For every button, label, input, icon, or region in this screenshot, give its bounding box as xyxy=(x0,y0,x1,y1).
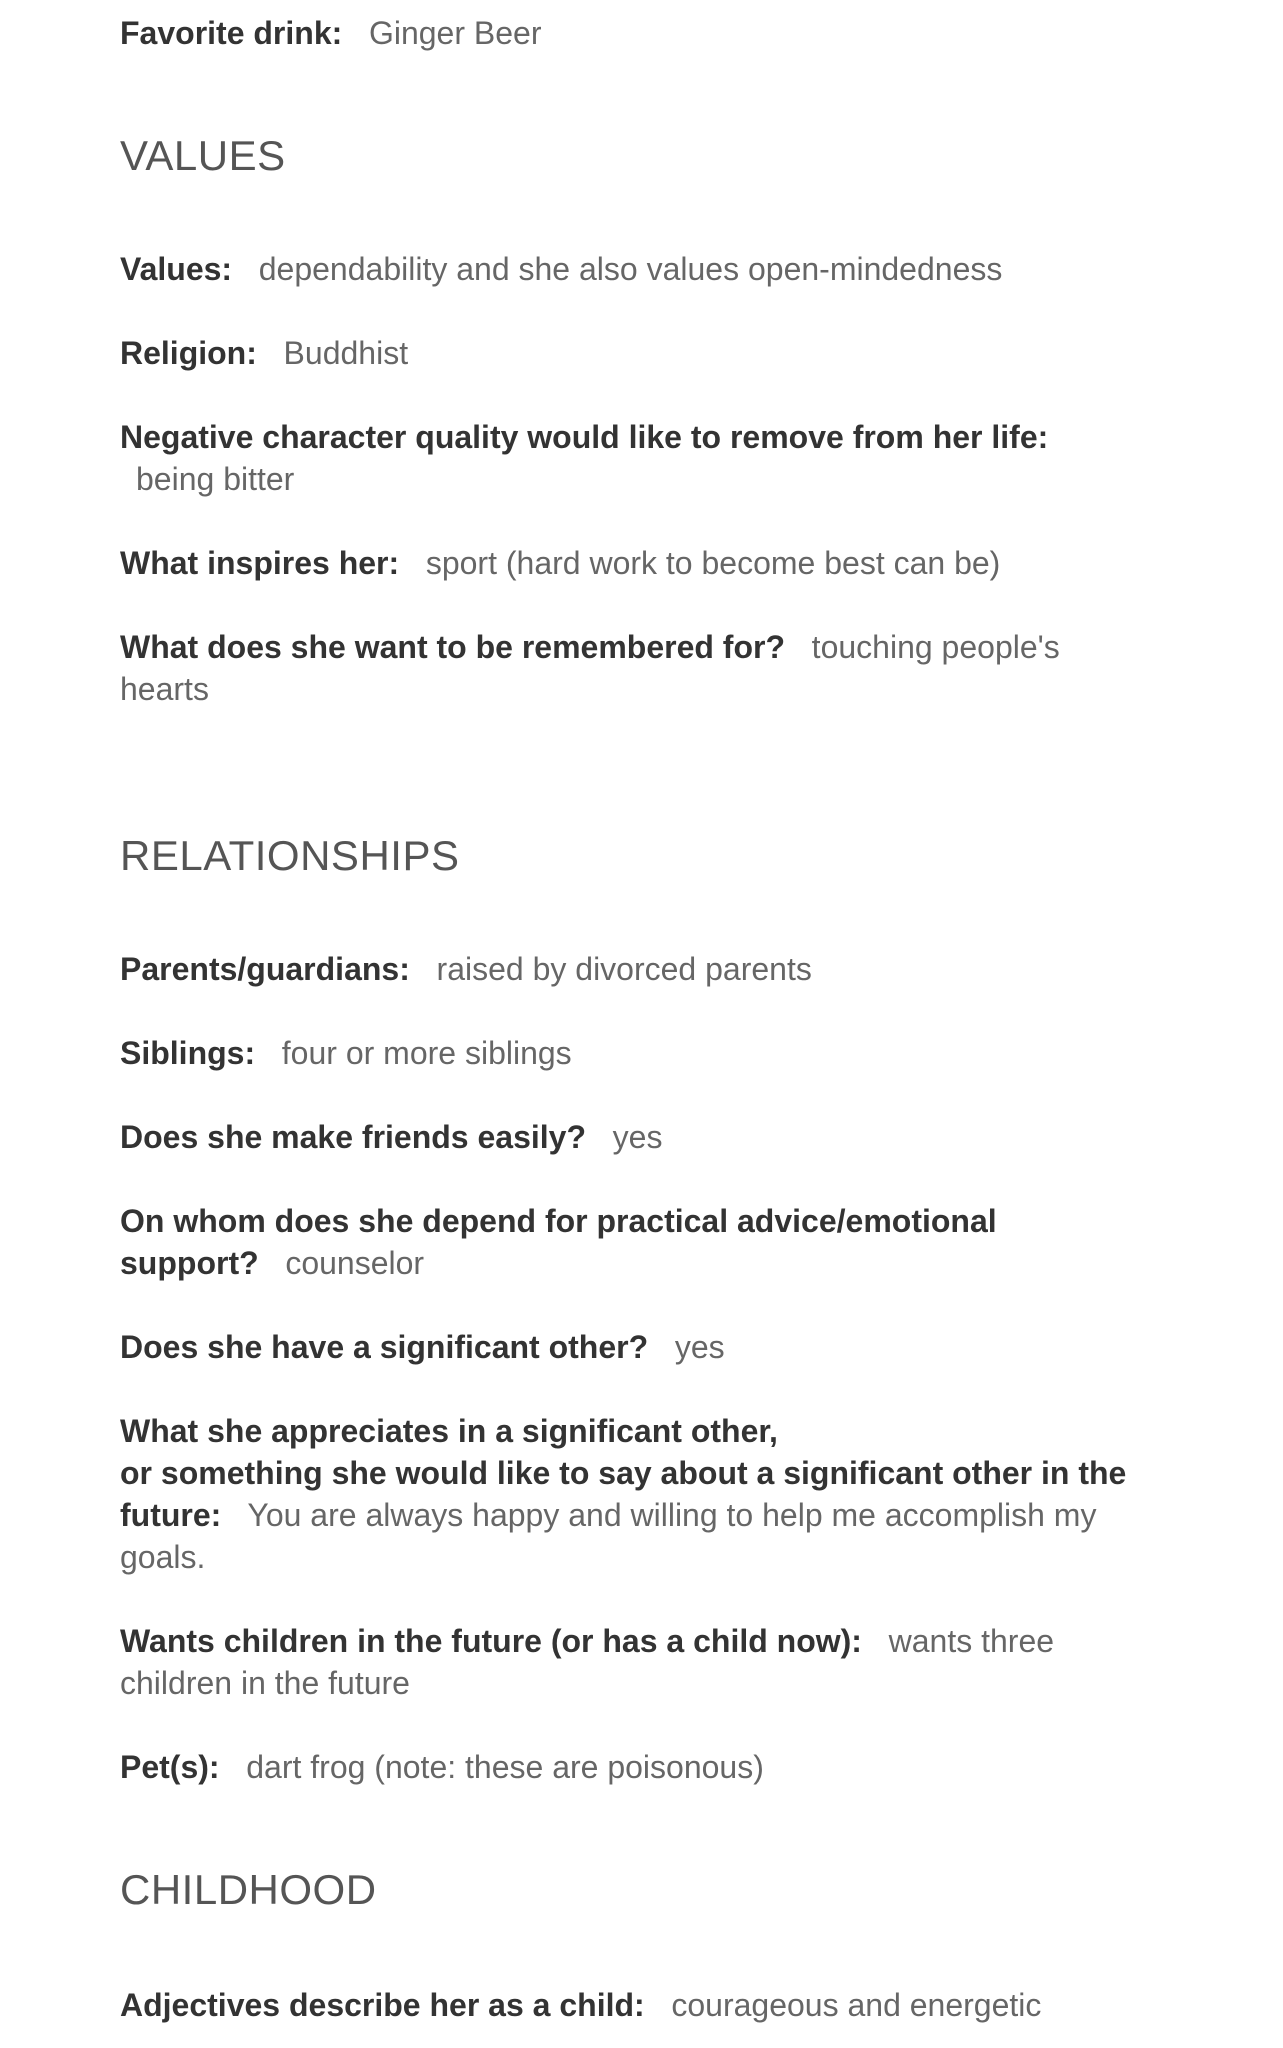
field-label: or something she would like to say about a significant other in the xyxy=(120,1455,1127,1491)
field-appreciates xyxy=(120,1410,1170,1578)
field-depend-on xyxy=(120,1200,1170,1284)
field-label: Does she have a significant other? xyxy=(120,1329,649,1365)
field-label: Wants children in the future (or has a child now): xyxy=(120,1623,862,1659)
section-title-relationships: RELATIONSHIPS xyxy=(120,832,460,879)
field-label: Religion: xyxy=(120,335,257,371)
field-label: What does she want to be remembered for? xyxy=(120,629,785,665)
field-religion xyxy=(120,332,1170,374)
field-value: Ginger Beer xyxy=(368,15,542,51)
field-values xyxy=(120,248,1170,290)
field-value: yes xyxy=(674,1329,725,1365)
field-label: Parents/guardians: xyxy=(120,951,410,987)
field-value: courageous and energetic xyxy=(671,1987,1042,2023)
field-siblings xyxy=(120,1032,1170,1074)
field-label: Favorite drink: xyxy=(120,15,343,51)
field-label: What she appreciates in a significant other, xyxy=(120,1413,778,1449)
field-value: four or more siblings xyxy=(281,1035,572,1071)
field-value: dart frog (note: these are poisonous) xyxy=(246,1749,764,1785)
field-friends xyxy=(120,1116,1170,1158)
field-favorite-drink xyxy=(120,12,1170,54)
field-label: Siblings: xyxy=(120,1035,256,1071)
section-title-values: VALUES xyxy=(120,132,286,179)
field-value: wants three children in the future xyxy=(120,1623,1055,1701)
field-negative-quality xyxy=(120,416,1170,500)
field-value: yes xyxy=(612,1119,663,1155)
field-value: touching people's hearts xyxy=(120,629,1060,707)
field-label: Values: xyxy=(120,251,233,287)
field-inspires xyxy=(120,542,1170,584)
field-label: Pet(s): xyxy=(120,1749,220,1785)
field-value: dependability and she also values open-mindedness xyxy=(258,251,1003,287)
field-label: On whom does she depend for practical advice/emotional xyxy=(120,1203,997,1239)
field-label: future: xyxy=(120,1497,222,1533)
field-adjectives-child xyxy=(120,1984,1170,2026)
field-label: Negative character quality would like to remove from her life: xyxy=(120,419,1049,455)
field-value: You are always happy and willing to help me accomplish my goals. xyxy=(120,1497,1097,1575)
field-parents xyxy=(120,948,1170,990)
field-value: sport (hard work to become best can be) xyxy=(425,545,1001,581)
field-value: being bitter xyxy=(136,461,295,497)
field-label: Does she make friends easily? xyxy=(120,1119,586,1155)
field-value: counselor xyxy=(285,1245,425,1281)
field-pets xyxy=(120,1746,1170,1788)
section-title-childhood: CHILDHOOD xyxy=(120,1866,377,1913)
field-children xyxy=(120,1620,1110,1704)
field-value: Buddhist xyxy=(283,335,409,371)
field-label: support? xyxy=(120,1245,259,1281)
field-significant-other xyxy=(120,1326,1170,1368)
field-label: Adjectives describe her as a child: xyxy=(120,1987,645,2023)
field-label: What inspires her: xyxy=(120,545,400,581)
field-value: raised by divorced parents xyxy=(436,951,812,987)
field-remembered-for xyxy=(120,626,1110,710)
